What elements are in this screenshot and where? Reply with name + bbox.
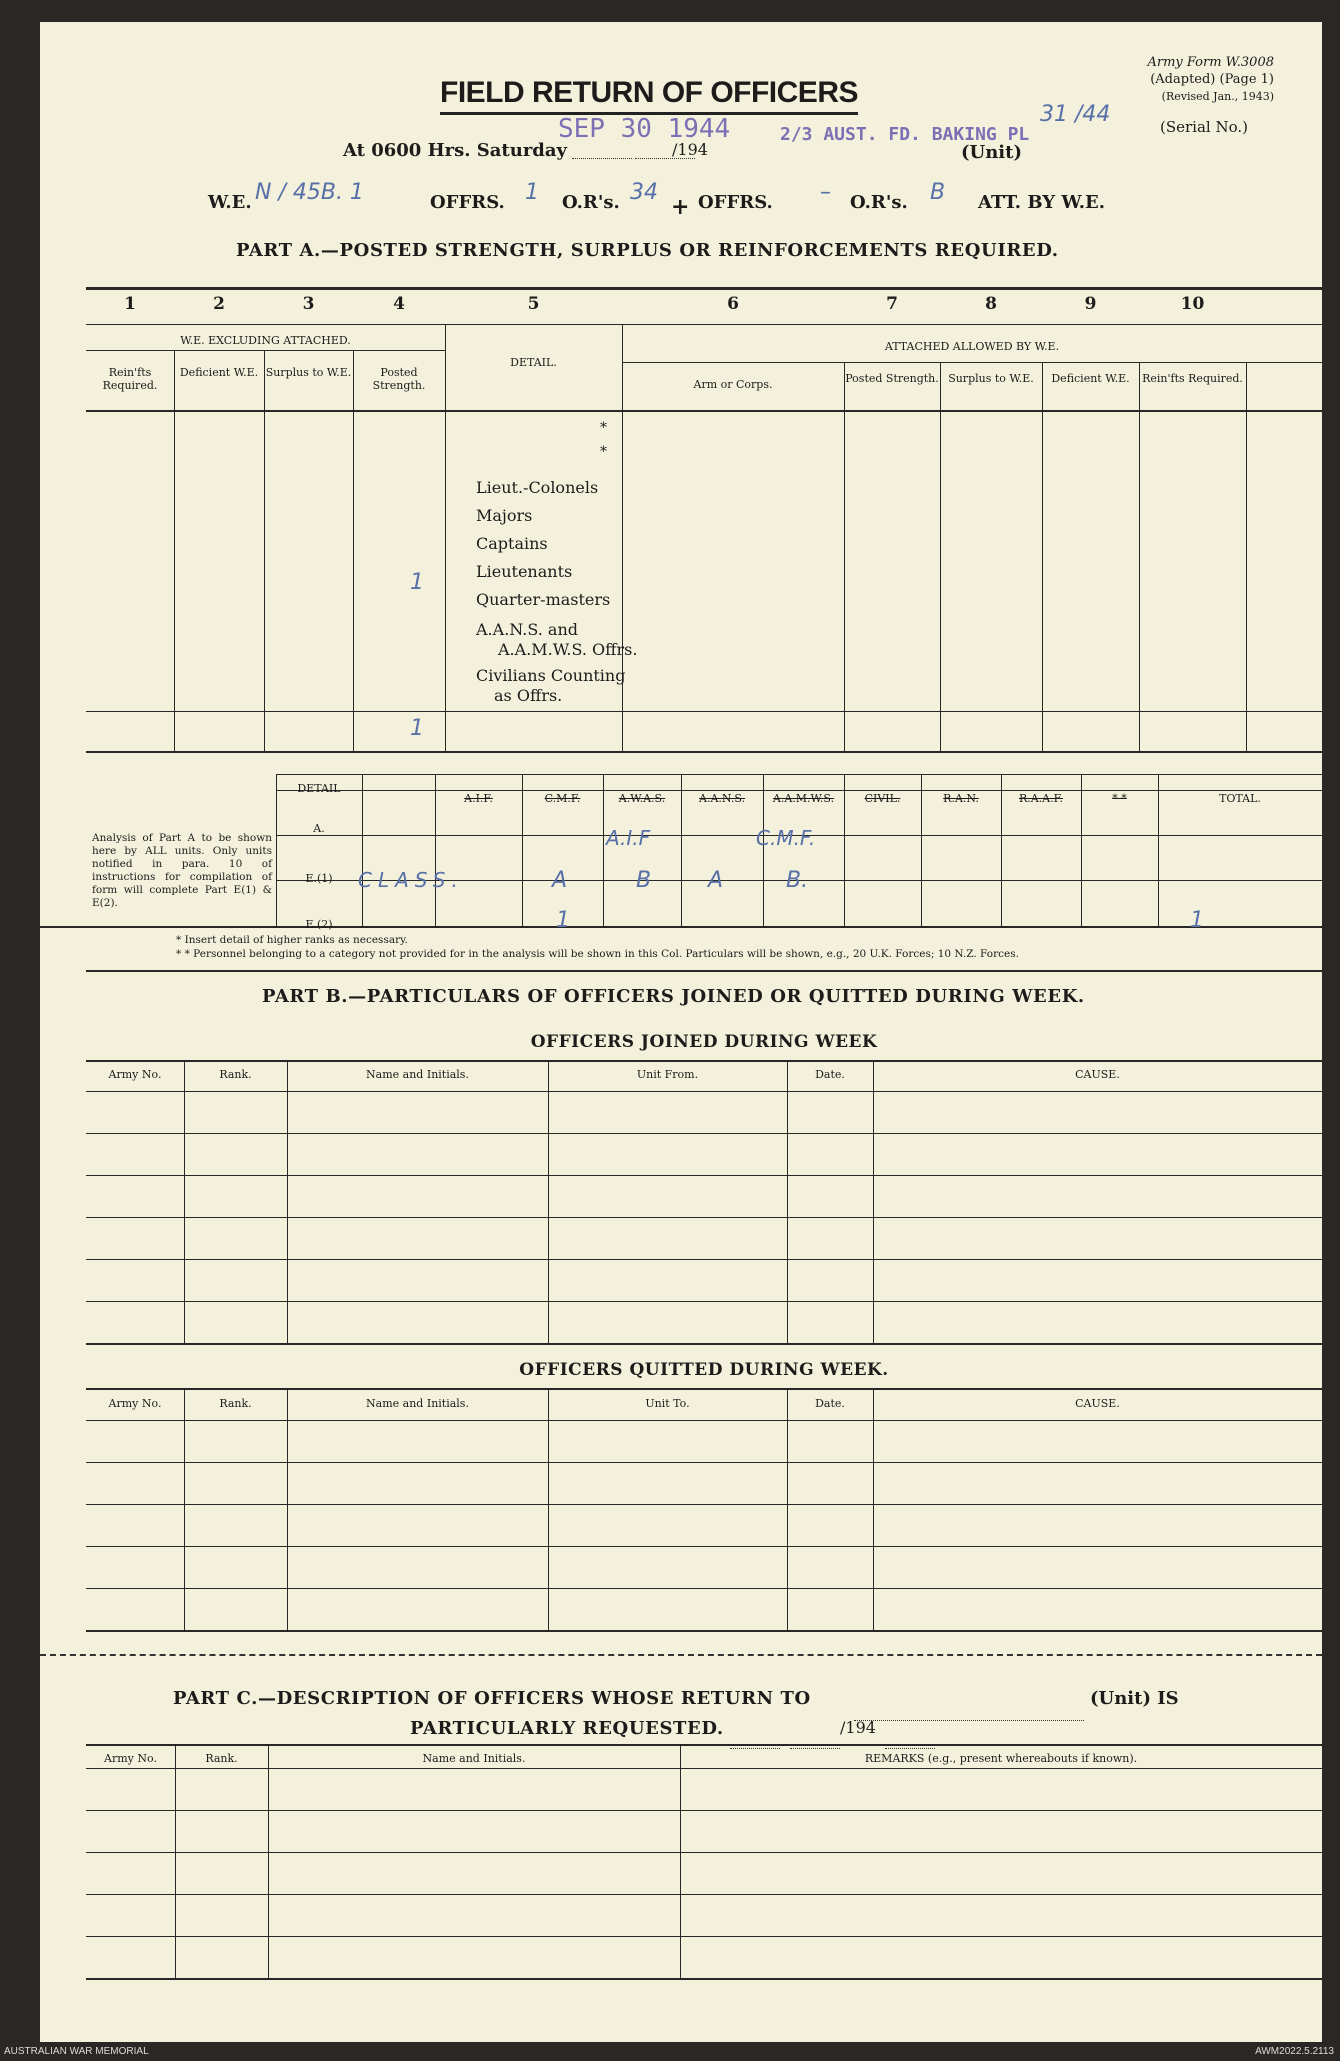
- header-reinfts: Rein'fts Required.: [102, 366, 158, 392]
- analysis-col-raaf: R.A.A.F.: [1018, 792, 1064, 805]
- rank-aans: A.A.N.S. and: [476, 620, 578, 639]
- ors2-label: O.R's.: [850, 192, 908, 213]
- analysis-col-cmf: C.M.F.: [544, 792, 581, 805]
- rank-civilians: Civilians Counting: [476, 666, 626, 685]
- unit-label: (Unit): [961, 142, 1022, 163]
- rank-civilians-cont: as Offrs.: [494, 686, 563, 705]
- rank-majors: Majors: [476, 506, 533, 525]
- serial-label: (Serial No.): [1160, 118, 1248, 136]
- quitted-col-army-no: Army No.: [108, 1397, 162, 1410]
- analysis-row-a: A.: [313, 822, 325, 835]
- analysis-col-total: TOTAL.: [1219, 792, 1261, 805]
- header-posted: Posted Strength.: [372, 366, 426, 392]
- hand-aif: A.I.F: [606, 826, 651, 850]
- hand-e2-cmf: 1: [556, 908, 570, 933]
- col-number: 7: [886, 294, 898, 314]
- quitted-col-rank: Rank.: [219, 1397, 252, 1410]
- hand-e1-aans: A: [708, 868, 724, 893]
- hand-class: CLASS.: [358, 868, 464, 892]
- part-c-year: /194: [840, 1718, 876, 1737]
- quitted-col-name: Name and Initials.: [366, 1397, 469, 1410]
- analysis-row-e2: E.(2): [305, 918, 333, 931]
- offrs2-hand: –: [820, 180, 831, 205]
- header-arm-corps: Arm or Corps.: [693, 378, 773, 391]
- footnote-2: * * Personnel belonging to a category not provided for in the analysis will be shown in this Col. Particulars will be shown, e.g., 20 U.K. Forces; 10 N.Z. Forces.: [176, 948, 1019, 960]
- date-stamp: SEP 30 1944: [558, 114, 731, 144]
- col-number: 10: [1180, 294, 1205, 314]
- header-att-surplus: Surplus to W.E.: [948, 372, 1034, 385]
- part-c-unit-is: (Unit) IS: [1090, 1688, 1179, 1709]
- serial-hand: 31 /44: [1040, 102, 1111, 127]
- lieutenants-hand: 1: [410, 570, 424, 595]
- part-c-col-rank: Rank.: [205, 1752, 238, 1765]
- col-number: 3: [302, 294, 315, 314]
- col-number: 6: [727, 294, 739, 314]
- header-surplus: Surplus to W.E.: [265, 366, 352, 379]
- plus-sign: +: [671, 194, 690, 220]
- quitted-col-date: Date.: [815, 1397, 845, 1410]
- offrs2-label: OFFRS.: [698, 192, 773, 213]
- rank-aamws: A.A.M.W.S. Offrs.: [498, 640, 638, 659]
- joined-title: OFFICERS JOINED DURING WEEK: [530, 1032, 878, 1052]
- detail-header: DETAIL.: [510, 356, 557, 369]
- part-b-heading: PART B.—PARTICULARS OF OFFICERS JOINED OR QUITTED DURING WEEK.: [262, 986, 1085, 1007]
- analysis-col-civil: CIVIL.: [864, 792, 901, 805]
- rank-quarter-masters: Quarter-masters: [476, 590, 611, 609]
- footer-source: AUSTRALIAN WAR MEMORIAL: [4, 2046, 149, 2057]
- asterisk: *: [600, 444, 607, 460]
- part-c-heading-2: PARTICULARLY REQUESTED.: [410, 1718, 724, 1739]
- analysis-col-awas: A.W.A.S.: [618, 792, 666, 805]
- analysis-col-aans: A.A.N.S.: [699, 792, 745, 805]
- rank-lieutenants: Lieutenants: [476, 562, 573, 581]
- time-label: At 0600 Hrs. Saturday: [343, 140, 568, 161]
- hand-e2-total: 1: [1190, 908, 1204, 933]
- rank-captains: Captains: [476, 534, 548, 553]
- att-label: ATT. BY W.E.: [978, 192, 1106, 213]
- part-a-heading: PART A.—POSTED STRENGTH, SURPLUS OR REINFORCEMENTS REQUIRED.: [236, 240, 1059, 261]
- header-att-deficient: Deficient W.E.: [1051, 372, 1130, 385]
- part-c-col-army-no: Army No.: [104, 1752, 157, 1765]
- we-hand: N / 45B. 1: [255, 180, 364, 205]
- col-number: 9: [1084, 294, 1097, 314]
- rank-list: [476, 474, 637, 706]
- col-number: 5: [527, 294, 540, 314]
- unit-stamp: 2/3 AUST. FD. BAKING PL: [780, 124, 1030, 145]
- joined-col-name: Name and Initials.: [366, 1068, 469, 1081]
- part-c-heading: PART C.—DESCRIPTION OF OFFICERS WHOSE RETURN TO: [173, 1688, 811, 1709]
- ors2-hand: B: [930, 180, 946, 205]
- asterisk: *: [600, 420, 607, 436]
- analysis-col-other: * *: [1112, 792, 1127, 805]
- page-title: FIELD RETURN OF OFFICERS: [440, 76, 858, 115]
- hand-cmf: C.M.F.: [756, 826, 816, 850]
- year-prefix: /194: [672, 140, 708, 159]
- hand-e1-awas: B: [636, 868, 652, 893]
- joined-col-date: Date.: [815, 1068, 845, 1081]
- header-att-posted: Posted Strength.: [845, 372, 939, 385]
- footer-accession: AWM2022.5.2113: [1255, 2046, 1334, 2057]
- analysis-col-ran: R.A.N.: [943, 792, 979, 805]
- header-att-reinfts: Rein'fts Required.: [1142, 372, 1243, 385]
- analysis-note: Analysis of Part A to be shown here by ALL units. Only units notified in para. 10 of instructions for compilation of form will complete Part E(1) & E(2).: [92, 832, 272, 909]
- we-label: W.E.: [208, 192, 252, 213]
- hand-e1-aamws: B.: [786, 868, 809, 893]
- analysis-col-aif: A.I.F.: [464, 792, 493, 805]
- form-identifier: [1147, 54, 1274, 105]
- header-deficient: Deficient W.E.: [179, 366, 259, 379]
- ors-label: O.R's.: [562, 192, 620, 213]
- total-posted-hand: 1: [410, 716, 424, 741]
- tear-line: [40, 1654, 1322, 1656]
- hand-e1-cmf: A: [552, 868, 568, 893]
- part-c-col-remarks: REMARKS (e.g., present whereabouts if known).: [864, 1752, 1138, 1765]
- quitted-col-cause: CAUSE.: [1075, 1397, 1120, 1410]
- group-attached-allowed: ATTACHED ALLOWED BY W.E.: [884, 340, 1060, 353]
- form-adapted: (Adapted) (Page 1): [1150, 72, 1274, 87]
- analysis-detail-header: DETAIL: [297, 782, 341, 795]
- joined-col-army-no: Army No.: [108, 1068, 162, 1081]
- joined-col-rank: Rank.: [219, 1068, 252, 1081]
- ors-hand: 34: [630, 180, 658, 205]
- offrs-label: OFFRS.: [430, 192, 505, 213]
- col-number: 2: [213, 294, 225, 314]
- footnote-1: * Insert detail of higher ranks as necessary.: [176, 934, 408, 946]
- joined-col-unit-from: Unit From.: [636, 1068, 699, 1081]
- quitted-col-unit-to: Unit To.: [645, 1397, 690, 1410]
- group-we-excluding: W.E. EXCLUDING ATTACHED.: [180, 334, 351, 347]
- joined-col-cause: CAUSE.: [1075, 1068, 1120, 1081]
- form-sheet: [40, 22, 1322, 2042]
- offrs-hand: 1: [525, 180, 539, 205]
- part-c-col-name: Name and Initials.: [422, 1752, 526, 1765]
- col-number: 1: [124, 294, 136, 314]
- analysis-row-e1: E.(1): [305, 872, 333, 885]
- form-number: Army Form W.3008: [1147, 55, 1274, 70]
- col-number: 8: [985, 294, 997, 314]
- analysis-col-aamws: A.A.M.W.S.: [772, 792, 835, 805]
- quitted-title: OFFICERS QUITTED DURING WEEK.: [519, 1360, 889, 1380]
- form-revised: (Revised Jan., 1943): [1161, 90, 1274, 103]
- rank-lieut-colonels: Lieut.-Colonels: [476, 478, 599, 497]
- col-number: 4: [393, 294, 405, 314]
